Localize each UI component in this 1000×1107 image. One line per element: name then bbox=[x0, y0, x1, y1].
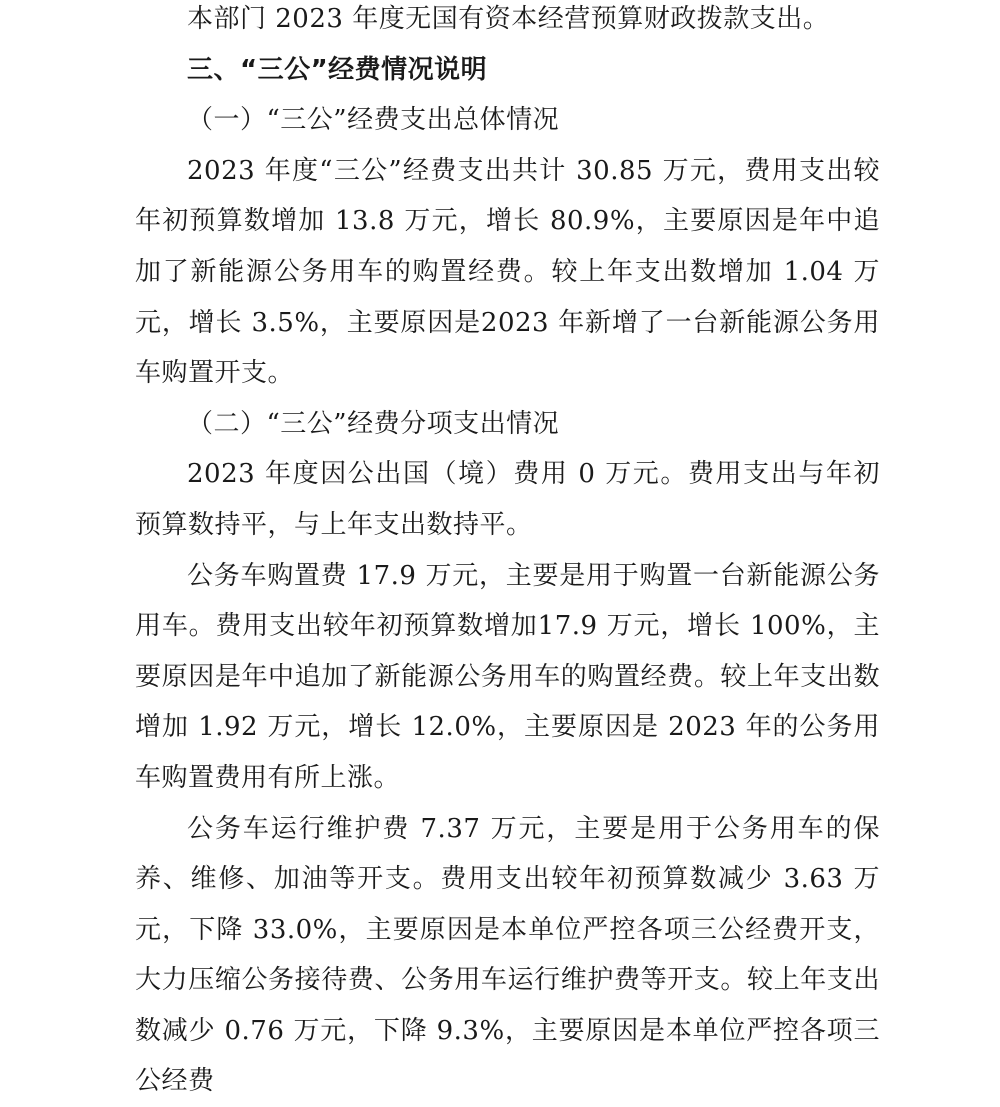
intro-paragraph: 本部门 2023 年度无国有资本经营预算财政拨款支出。 bbox=[135, 0, 880, 45]
vehicle-maintenance-paragraph: 公务车运行维护费 7.37 万元，主要是用于公务用车的保养、维修、加油等开支。费用支出较年初预算数减少 3.63 万元，下降 33.0%，主要原因是本单位严控各项三公经费开支，大力压缩公务接待费、公务用车运行维护费等开支。较上年支出数减少 0.76 万元，下降 9.3%，主要原因是本单位严控各项三公经费 bbox=[135, 804, 880, 1107]
vehicle-purchase-paragraph: 公务车购置费 17.9 万元，主要是用于购置一台新能源公务用车。费用支出较年初预算数增加17.9 万元，增长 100%，主要原因是年中追加了新能源公务用车的购置经费。较上年支出数增加 1.92 万元，增长 12.0%，主要原因是 2023 年的公务用车购置费用有所上涨。 bbox=[135, 551, 880, 804]
overall-paragraph: 2023 年度“三公”经费支出共计 30.85 万元，费用支出较年初预算数增加 13.8 万元，增长 80.9%，主要原因是年中追加了新能源公务用车的购置经费。较上年支出数增加 1.04 万元，增长 3.5%，主要原因是2023 年新增了一台新能源公务用车购置开支。 bbox=[135, 146, 880, 399]
subsection-title-overall: （一）“三公”经费支出总体情况 bbox=[135, 95, 880, 146]
subsection-title-itemized: （二）“三公”经费分项支出情况 bbox=[135, 399, 880, 450]
abroad-expense-paragraph: 2023 年度因公出国（境）费用 0 万元。费用支出与年初预算数持平，与上年支出数持平。 bbox=[135, 449, 880, 550]
document-page bbox=[135, 0, 880, 1107]
section-heading: 三、“三公”经费情况说明 bbox=[135, 45, 880, 96]
